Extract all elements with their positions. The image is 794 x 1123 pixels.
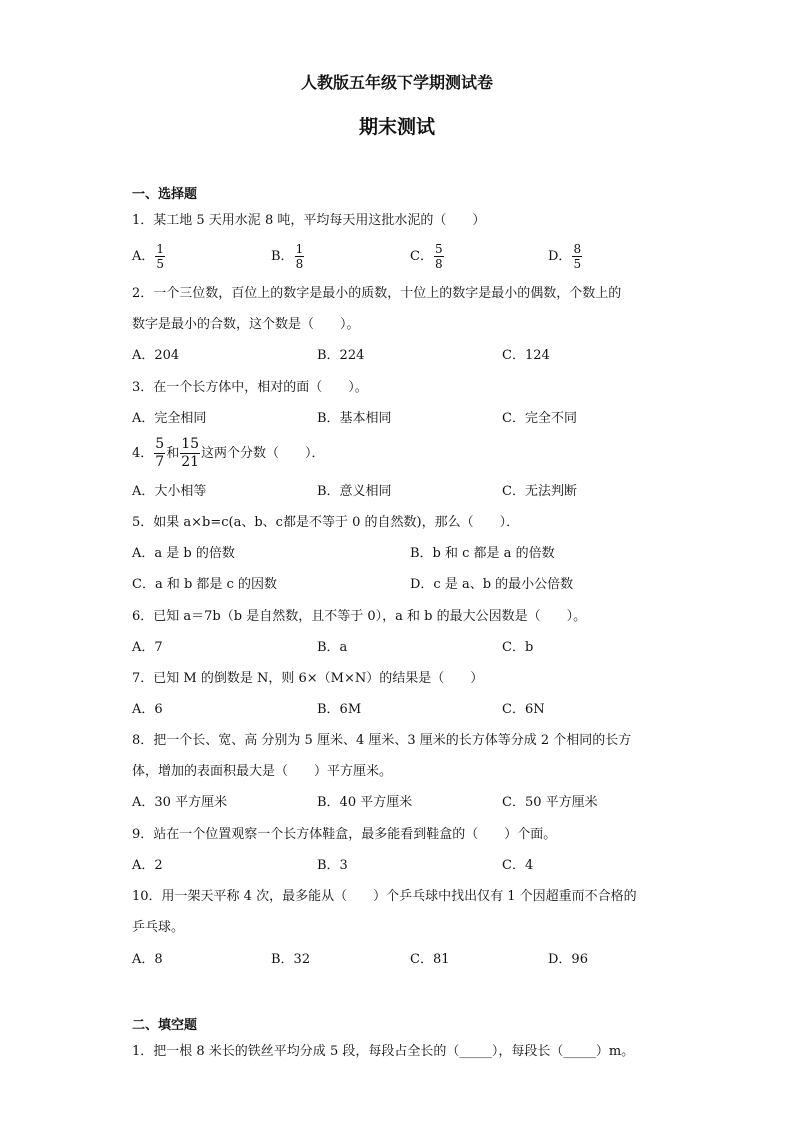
question-8-line-2: 体，增加的表面积最大是（ ）平方厘米。 xyxy=(132,764,393,779)
q6-option-a: A．7 xyxy=(132,640,163,655)
fill-question-1: 1．把一根 8 米长的铁丝平均分成 5 段，每段占全长的（_____），每段长（_____）m。 xyxy=(132,1044,635,1059)
question-1: 1．某工地 5 天用水泥 8 吨，平均每天用这批水泥的（ ） xyxy=(132,213,486,228)
test-title: 人教版五年级下学期测试卷 xyxy=(300,73,493,92)
q1-option-a: A． $\frac{1}{5}$ xyxy=(132,242,165,271)
q7-option-a: A．6 xyxy=(132,702,163,717)
q1-option-d: D． $\frac{8}{5}$ xyxy=(548,242,582,271)
q10-option-c: C．81 xyxy=(410,952,450,967)
q1-option-c: C． $\frac{5}{8}$ xyxy=(410,242,443,271)
q6-option-c: C．b xyxy=(502,640,534,655)
fraction: $\frac{15}{21}$ xyxy=(181,436,200,470)
q10-option-a: A．8 xyxy=(132,952,163,967)
question-7: 7．已知 M 的倒数是 N，则 6×（M×N）的结果是（ ） xyxy=(132,671,484,686)
q9-option-c: C．4 xyxy=(502,858,534,873)
question-10-line-2: 乒乓球。 xyxy=(132,920,185,935)
q7-option-b: B．6M xyxy=(317,702,362,717)
q7-option-c: C．6N xyxy=(502,702,545,717)
q4-option-b: B．意义相同 xyxy=(317,484,392,499)
question-2-line-2: 数字是最小的合数，这个数是（ ）。 xyxy=(132,317,360,332)
q1-option-b: B． $\frac{1}{8}$ xyxy=(271,242,304,271)
q3-option-b: B．基本相同 xyxy=(317,411,392,426)
q4-option-c: C．无法判断 xyxy=(502,484,577,499)
q3-option-a: A．完全相同 xyxy=(132,411,207,426)
q10-option-b: B．32 xyxy=(271,952,311,967)
q3-option-c: C．完全不同 xyxy=(502,411,577,426)
q2-option-c: C．124 xyxy=(502,348,550,363)
fraction: $\frac{5}{8}$ xyxy=(434,242,443,271)
question-9: 9．站在一个位置观察一个长方体鞋盒，最多能看到鞋盒的（ ）个面。 xyxy=(132,827,557,842)
q9-option-a: A．2 xyxy=(132,858,163,873)
q2-option-a: A．204 xyxy=(132,348,180,363)
q5-option-d: D．c 是 a、b 的最小公倍数 xyxy=(410,577,574,592)
q8-option-a: A．30 平方厘米 xyxy=(132,795,228,810)
question-3: 3．在一个长方体中，相对的面（ ）。 xyxy=(132,380,368,395)
q9-option-b: B．3 xyxy=(317,858,348,873)
fraction: $\frac{1}{8}$ xyxy=(295,242,304,271)
fraction: $\frac{8}{5}$ xyxy=(573,242,582,271)
question-2-line-1: 2．一个三位数，百位上的数字是最小的质数，十位上的数字是最小的偶数，个数上的 xyxy=(132,286,622,301)
question-6: 6．已知 a＝7b（b 是自然数，且不等于 0），a 和 b 的最大公因数是（ ）。 xyxy=(132,609,587,624)
fraction: $\frac{1}{5}$ xyxy=(156,242,165,271)
q2-option-b: B．224 xyxy=(317,348,365,363)
section-heading-fill-blank: 二、填空题 xyxy=(132,1018,198,1033)
q5-option-c: C．a 和 b 都是 c 的因数 xyxy=(132,577,277,592)
q5-option-a: A．a 是 b 的倍数 xyxy=(132,546,235,561)
q10-option-d: D．96 xyxy=(548,952,588,967)
q6-option-b: B．a xyxy=(317,640,348,655)
q8-option-b: B．40 平方厘米 xyxy=(317,795,413,810)
test-subtitle: 期末测试 xyxy=(358,116,435,138)
section-heading-choice: 一、选择题 xyxy=(132,187,198,202)
q8-option-c: C．50 平方厘米 xyxy=(502,795,598,810)
question-5: 5．如果 a×b=c(a、b、c都是不等于 0 的自然数)，那么（ ）． xyxy=(132,515,520,530)
q5-option-b: B．b 和 c 都是 a 的倍数 xyxy=(410,546,555,561)
fraction: $\frac{5}{7}$ xyxy=(155,436,165,470)
question-4: 4． $\frac{5}{7}$ 和 $\frac{15}{21}$ 这两个分数（ ）． xyxy=(132,436,325,470)
question-8-line-1: 8．把一个长、宽、高 分别为 5 厘米、4 厘米、3 厘米的长方体等分成 2 个相同的长方 xyxy=(132,733,632,748)
q4-option-a: A．大小相等 xyxy=(132,484,207,499)
question-10-line-1: 10．用一架天平称 4 次，最多能从（ ）个乒乓球中找出仅有 1 个因超重而不合格的 xyxy=(132,889,637,904)
